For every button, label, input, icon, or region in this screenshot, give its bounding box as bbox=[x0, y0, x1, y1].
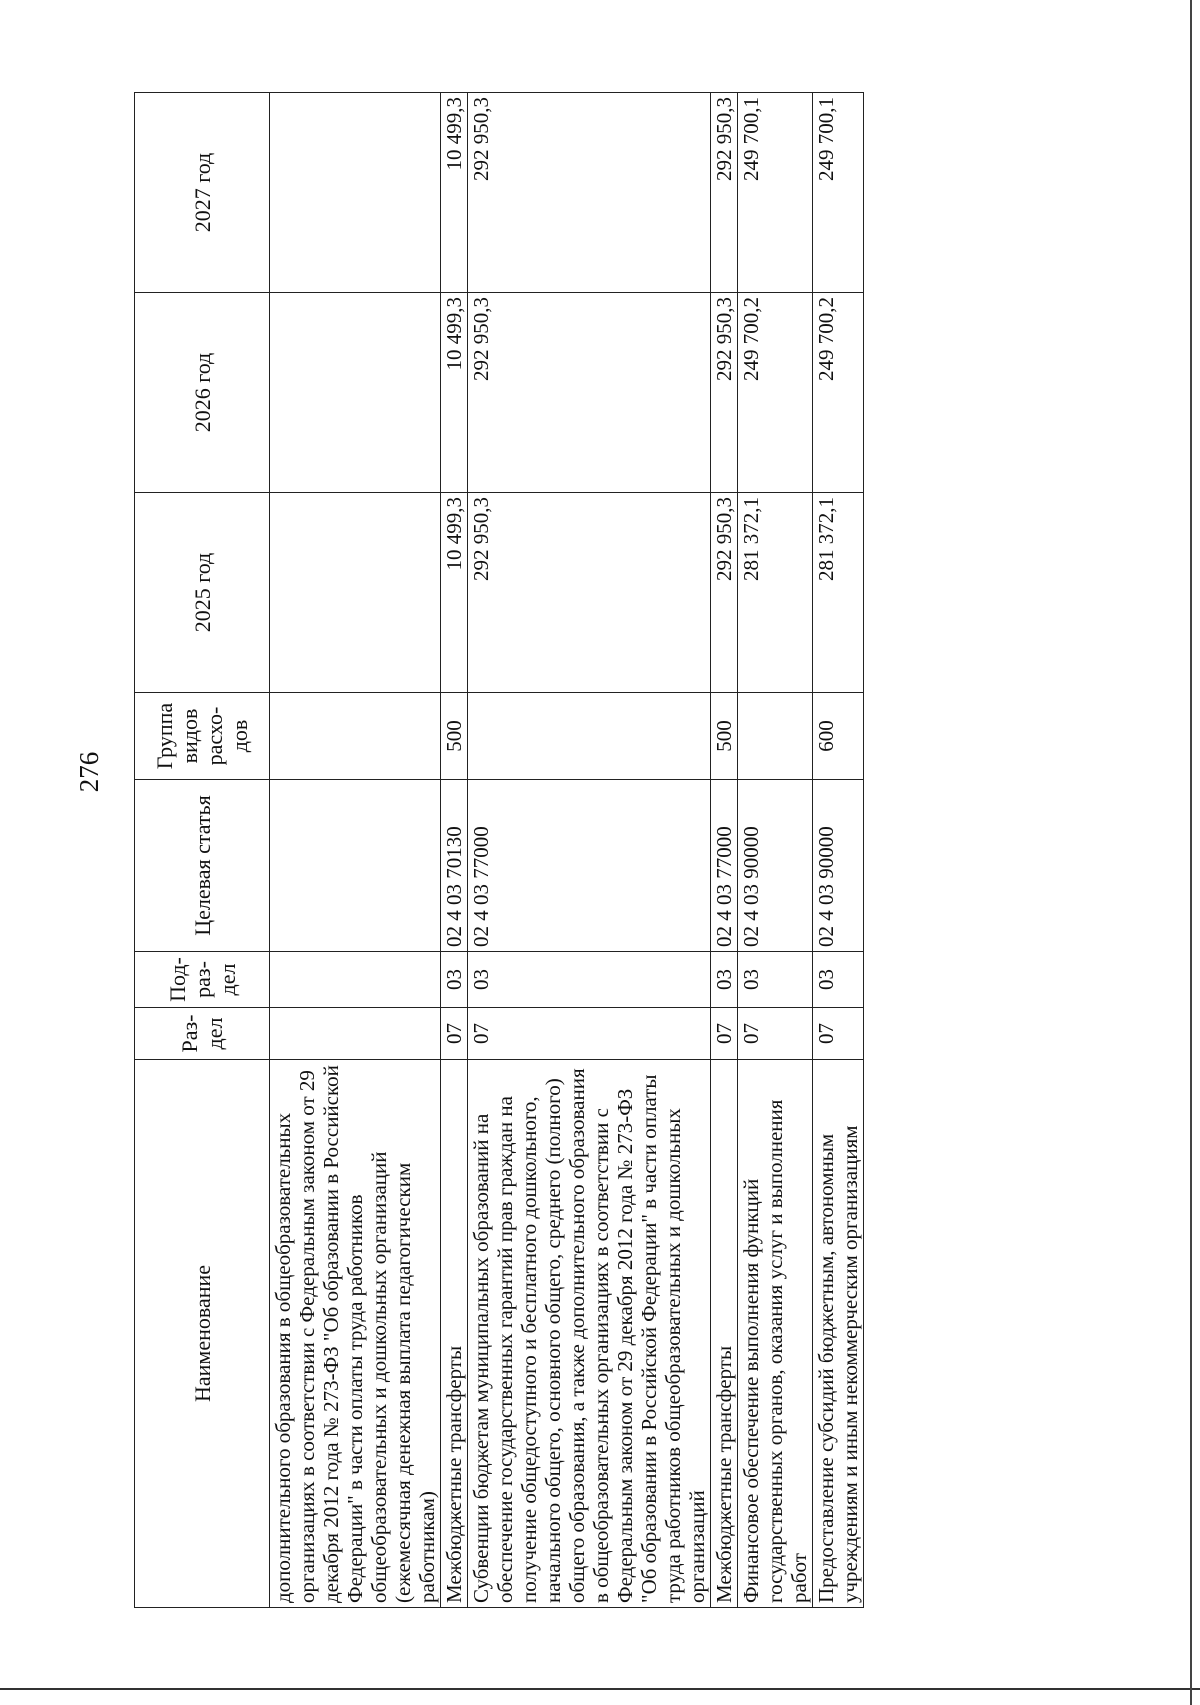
cell-subsection bbox=[270, 952, 441, 1008]
cell-y2025: 281 372,1 bbox=[738, 493, 813, 693]
cell-name: Межбюджетные трансферты bbox=[711, 1060, 738, 1608]
budget-table bbox=[134, 92, 864, 1608]
cell-subsection: 03 bbox=[813, 952, 864, 1008]
cell-subsection: 03 bbox=[711, 952, 738, 1008]
cell-y2025: 10 499,3 bbox=[441, 493, 468, 693]
header-2027: 2027 год bbox=[135, 93, 270, 293]
cell-name: Межбюджетные трансферты bbox=[441, 1060, 468, 1608]
cell-y2027: 249 700,1 bbox=[738, 93, 813, 293]
cell-y2026: 249 700,2 bbox=[738, 293, 813, 493]
table-row bbox=[738, 93, 813, 1608]
table-row bbox=[711, 93, 738, 1608]
cell-y2026: 10 499,3 bbox=[441, 293, 468, 493]
cell-article: 02 4 03 90000 bbox=[738, 780, 813, 952]
table-header-row bbox=[135, 93, 270, 1608]
cell-y2026 bbox=[270, 293, 441, 493]
cell-y2027: 249 700,1 bbox=[813, 93, 864, 293]
rotated-page bbox=[134, 93, 1042, 1608]
cell-section: 07 bbox=[738, 1008, 813, 1060]
cell-y2026: 249 700,2 bbox=[813, 293, 864, 493]
cell-y2025: 281 372,1 bbox=[813, 493, 864, 693]
page-number: 276 bbox=[74, 751, 104, 793]
right-edge-line bbox=[1190, 0, 1192, 1705]
cell-subsection: 03 bbox=[468, 952, 711, 1008]
header-2026: 2026 год bbox=[135, 293, 270, 493]
cell-y2026: 292 950,3 bbox=[711, 293, 738, 493]
cell-article: 02 4 03 90000 bbox=[813, 780, 864, 952]
cell-name: Предоставление субсидий бюджетным, автономным учреждениям и иным некоммерческим организациям bbox=[813, 1060, 864, 1608]
table-row bbox=[813, 93, 864, 1608]
cell-article bbox=[270, 780, 441, 952]
cell-name: дополнительного образования в общеобразовательных организациях в соответствии с Федеральным законом от 29 декабря 2012 года № 273-ФЗ "Об образовании в Российской Федерации" в части оплаты труда работников общеобразовательных и дошкольных организаций (ежемесячная денежная выплата педагогическим работникам) bbox=[270, 1060, 441, 1608]
cell-article: 02 4 03 70130 bbox=[441, 780, 468, 952]
cell-subsection: 03 bbox=[441, 952, 468, 1008]
cell-y2026: 292 950,3 bbox=[468, 293, 711, 493]
table-row bbox=[468, 93, 711, 1608]
cell-y2025: 292 950,3 bbox=[468, 493, 711, 693]
cell-group bbox=[468, 693, 711, 780]
cell-name: Финансовое обеспечение выполнения функций государственных органов, оказания услуг и выполнения работ bbox=[738, 1060, 813, 1608]
bottom-rule bbox=[0, 1688, 1200, 1690]
cell-group bbox=[738, 693, 813, 780]
header-target-article: Целевая статья bbox=[135, 780, 270, 952]
cell-section: 07 bbox=[813, 1008, 864, 1060]
cell-section bbox=[270, 1008, 441, 1060]
cell-subsection: 03 bbox=[738, 952, 813, 1008]
cell-section: 07 bbox=[441, 1008, 468, 1060]
cell-group: 500 bbox=[441, 693, 468, 780]
cell-y2025 bbox=[270, 493, 441, 693]
cell-article: 02 4 03 77000 bbox=[711, 780, 738, 952]
cell-y2027: 292 950,3 bbox=[711, 93, 738, 293]
cell-name: Субвенции бюджетам муниципальных образований на обеспечение государственных гарантий прав граждан на получение общедоступного и бесплатного дошкольного, начального общего, основного общего, среднего (полного) общего образования, а также дополнительного образования в общеобразовательных организациях в соответствии с Федеральным законом от 29 декабря 2012 года № 273-ФЗ "Об образовании в Российской Федерации" в части оплаты труда работников общеобразовательных и дошкольных организаций bbox=[468, 1060, 711, 1608]
cell-section: 07 bbox=[711, 1008, 738, 1060]
table-row bbox=[270, 93, 441, 1608]
header-expense-group: Группа видов расхо- дов bbox=[135, 693, 270, 780]
cell-y2027: 10 499,3 bbox=[441, 93, 468, 293]
cell-article: 02 4 03 77000 bbox=[468, 780, 711, 952]
cell-y2027: 292 950,3 bbox=[468, 93, 711, 293]
cell-section: 07 bbox=[468, 1008, 711, 1060]
cell-group: 600 bbox=[813, 693, 864, 780]
header-name: Наименование bbox=[135, 1060, 270, 1608]
cell-group: 500 bbox=[711, 693, 738, 780]
table-body bbox=[270, 93, 864, 1608]
header-section: Раз- дел bbox=[135, 1008, 270, 1060]
cell-group bbox=[270, 693, 441, 780]
cell-y2027 bbox=[270, 93, 441, 293]
header-2025: 2025 год bbox=[135, 493, 270, 693]
cell-y2025: 292 950,3 bbox=[711, 493, 738, 693]
header-subsection: Под- раз- дел bbox=[135, 952, 270, 1008]
table-row bbox=[441, 93, 468, 1608]
